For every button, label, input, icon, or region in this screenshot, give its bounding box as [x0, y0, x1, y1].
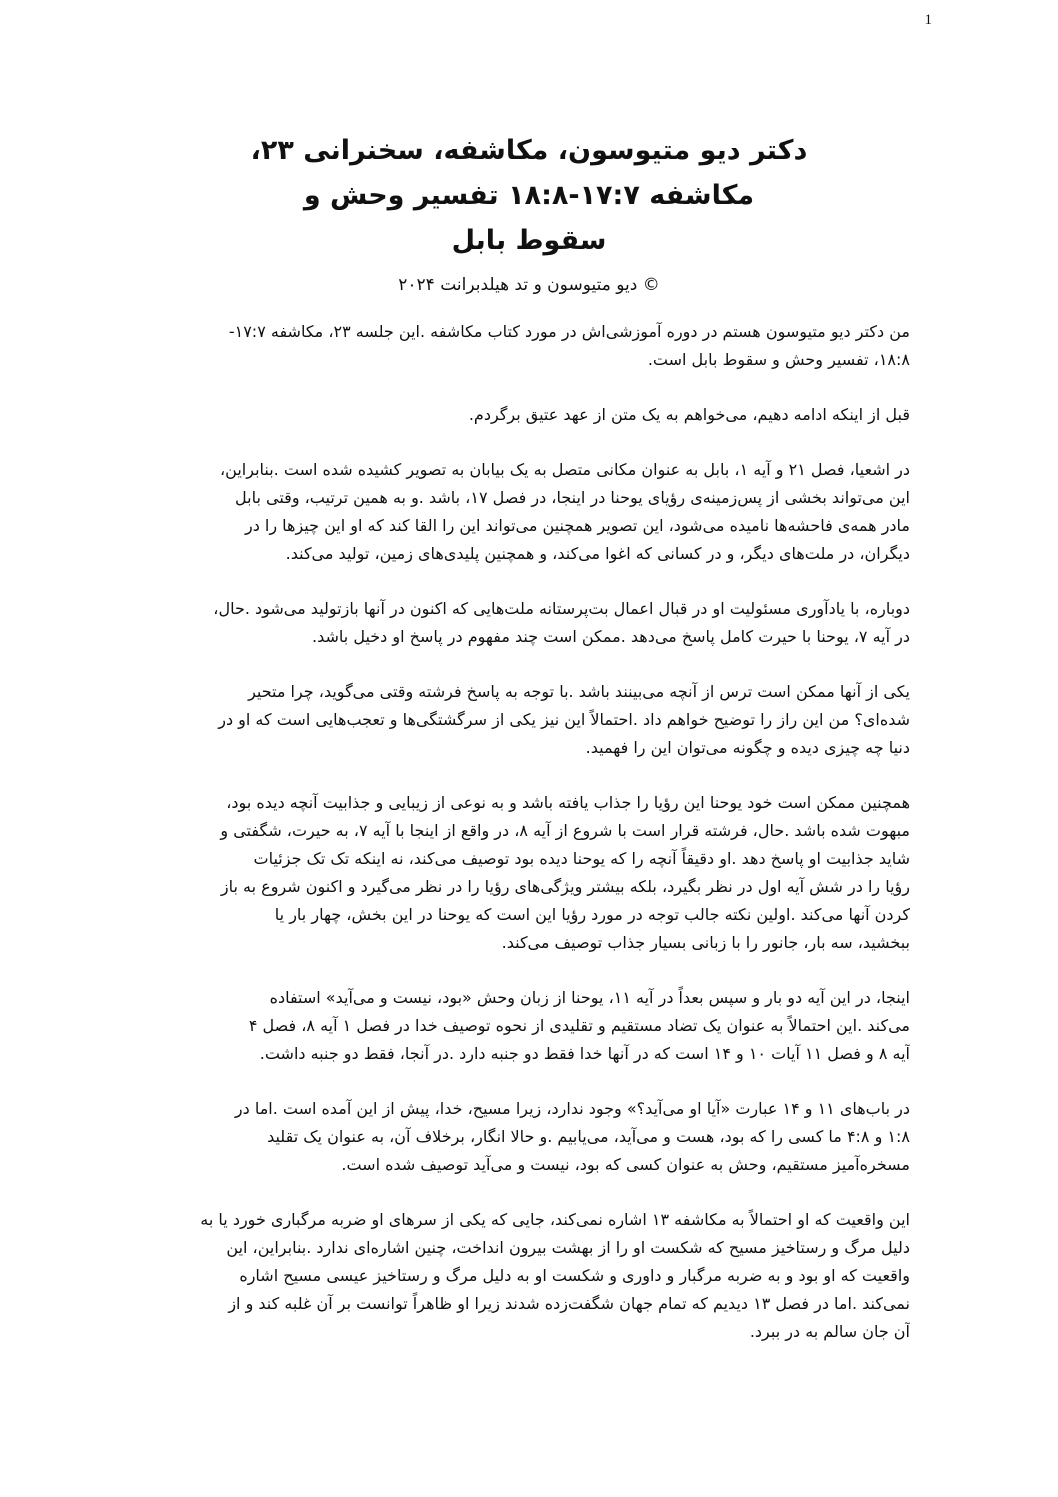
- text-line: مبهوت شده باشد .حال، فرشته قرار است با شروع از آیه ۸، در واقع از اینجا با آیه ۷، به حیرت، شگفتی و: [220, 821, 910, 840]
- text-line: شده‌ای؟ من این راز را توضیح خواهم داد .احتمالاً این نیز یکی از سرگشتگی‌ها و تعجب‌هایی است که او در: [218, 710, 910, 729]
- paragraph-4: [130, 595, 910, 651]
- text-line: دوباره، با یادآوری مسئولیت او در قبال اعمال بت‌پرستانه ملت‌هایی که اکنون در آنها بازتولید می‌شود .حال،: [213, 599, 910, 618]
- text-line: مسخره‌آمیز مستقیم، وحش به عنوان کسی که بود، نیست و می‌آید توصیف شده است.: [341, 1155, 910, 1174]
- document-body: [130, 318, 910, 1373]
- text-line: در اشعیا، فصل ۲۱ و آیه ۱، بابل به عنوان مکانی متصل به یک بیابان به تصویر کشیده شده است .بنابراین،: [220, 460, 910, 479]
- text-line: این می‌تواند بخشی از پس‌زمینه‌ی رؤیای یوحنا در اینجا، در فصل ۱۷، باشد .و به همین ترتیب، وقتی بابل: [235, 488, 910, 507]
- text-line: رؤیا را در شش آیه اول در نظر بگیرد، بلکه بیشتر ویژگی‌های رؤیا را در نظر می‌گیرد و اکنون شروع به باز: [220, 877, 910, 896]
- paragraph-5: [130, 678, 910, 762]
- text-line: نمی‌کند .اما در فصل ۱۳ دیدیم که تمام جهان شگفت‌زده شدند زیرا او ظاهراً توانست بر آن غلبه کند و از: [228, 1294, 910, 1313]
- title-line-3: سقوط بابل: [451, 225, 607, 256]
- text-line: همچنین ممکن است خود یوحنا این رؤیا را جذاب یافته باشد و به نوعی از زیبایی و جذابیت آنچه دیده بود،: [226, 793, 910, 812]
- paragraph-1: [130, 318, 910, 374]
- text-line: می‌کند .این احتمالاً به عنوان یک تضاد مستقیم و تقلیدی از نحوه توصیف خدا در فصل ۱ آیه ۸، فصل ۴: [248, 1016, 910, 1035]
- text-line: یکی از آنها ممکن است ترس از آنچه می‌بینند باشد .با توجه به پاسخ فرشته وقتی می‌گوید، چرا متحیر: [248, 682, 910, 701]
- title-line-1: دکتر دیو متیوسون، مکاشفه، سخنرانی ۲۳،: [250, 135, 808, 166]
- paragraph-8: [130, 1095, 910, 1179]
- text-line: ۱:۸ و ۴:۸ ما کسی را که بود، هست و می‌آید، می‌یابیم .و حالا انگار، برخلاف آن، به عنوان یک تقلید: [267, 1127, 910, 1146]
- text-line: دلیل مرگ و رستاخیز مسیح که شکست او را از بهشت بیرون انداخت، چنین اشاره‌ای ندارد .بنابراین، این: [226, 1238, 910, 1257]
- paragraph-3: [130, 456, 910, 568]
- text-line: ۱۸:۸، تفسیر وحش و سقوط بابل است.: [647, 350, 910, 369]
- text-line: قبل از اینکه ادامه دهیم، می‌خواهم به یک متن از عهد عتیق برگردم.: [468, 405, 910, 424]
- text-line: شاید جذابیت او پاسخ دهد .او دقیقاً آنچه را که یوحنا دیده بود توصیف می‌کند، نه اینکه تک تک جزئیات: [253, 849, 910, 868]
- copyright-line: © دیو متیوسون و تد هیلدبرانت ۲۰۲۴: [398, 275, 660, 295]
- text-line: واقعیت که او بود و به ضربه مرگبار و داوری و شکست او به دلیل مرگ و رستاخیز عیسی مسیح اشاره: [239, 1266, 910, 1285]
- title-line-2: مکاشفه ۱۷:۷-۱۸:۸ تفسیر وحش و: [303, 180, 755, 211]
- paragraph-2: [130, 401, 910, 429]
- text-line: من دکتر دیو متیوسون هستم در دوره آموزشی‌اش در مورد کتاب مکاشفه .این جلسه ۲۳، مکاشفه ۱۷:۷-: [228, 322, 910, 341]
- page-number: 1: [924, 12, 932, 28]
- text-line: مادر همه‌ی فاحشه‌ها نامیده می‌شود، این تصویر همچنین می‌تواند این را القا کند که او این چیزها را در: [244, 516, 910, 535]
- text-line: ببخشید، سه بار، جانور را با زبانی بسیار جذاب توصیف می‌کند.: [501, 933, 910, 952]
- text-line: آیه ۸ و فصل ۱۱ آیات ۱۰ و ۱۴ است که در آنها خدا فقط دو جنبه دارد .در آنجا، فقط دو جنبه داشت.: [259, 1044, 910, 1063]
- text-line: این واقعیت که او احتمالاً به مکاشفه ۱۳ اشاره نمی‌کند، جایی که یکی از سرهای او ضربه مرگباری خورد یا به: [200, 1210, 910, 1229]
- text-line: در آیه ۷، یوحنا با حیرت کامل پاسخ می‌دهد .ممکن است چند مفهوم در پاسخ او دخیل باشد.: [312, 627, 910, 646]
- text-line: آن جان سالم به در ببرد.: [749, 1322, 910, 1341]
- text-line: دیگران، در ملت‌های دیگر، و در کسانی که اغوا می‌کند، و همچنین پلیدی‌های زمین، تولید می‌کند.: [285, 544, 910, 563]
- text-line: در باب‌های ۱۱ و ۱۴ عبارت «آیا او می‌آید؟» وجود ندارد، زیرا مسیح، خدا، پیش از این آمده است .اما در: [234, 1099, 910, 1118]
- title-block: [130, 128, 928, 299]
- text-line: اینجا، در این آیه دو بار و سپس بعداً در آیه ۱۱، یوحنا از زبان وحش «بود، نیست و می‌آید» استفاده: [269, 988, 910, 1007]
- paragraph-6: [130, 789, 910, 957]
- paragraph-9: [130, 1206, 910, 1346]
- paragraph-7: [130, 984, 910, 1068]
- text-line: دنیا چه چیزی دیده و چگونه می‌توان این را فهمید.: [585, 738, 910, 757]
- text-line: کردن آنها می‌کند .اولین نکته جالب توجه در مورد رؤیا این است که یوحنا در این بخش، چهار بار یا: [274, 905, 910, 924]
